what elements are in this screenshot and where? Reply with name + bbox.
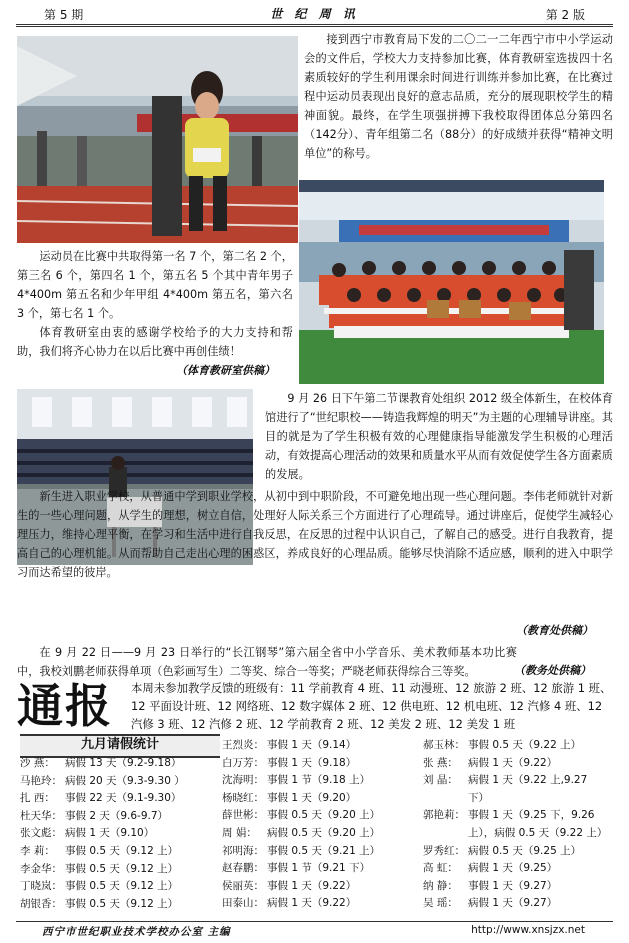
- sports-credit: （体育教研室供稿）: [176, 364, 275, 377]
- leave-record: [423, 825, 607, 843]
- award-credit: （教务处供稿）: [514, 664, 591, 677]
- leave-column-3: [423, 737, 607, 913]
- leave-person-name: 赵春鹏：: [222, 862, 264, 875]
- leave-detail: 病假 1 天（9.10）: [65, 827, 155, 840]
- leave-person-name: 白万芳：: [222, 756, 264, 769]
- leave-record: [222, 860, 380, 878]
- leave-record: [423, 843, 607, 861]
- leave-person-name: 张 燕：: [423, 756, 458, 769]
- leave-person-name: 张文彪：: [20, 827, 62, 840]
- leave-detail: 事假 1 天（9.14）: [267, 739, 357, 751]
- leave-detail: 事假 0.5 天（9.12 上）: [65, 897, 179, 910]
- leave-person-name: 罗秀红：: [423, 844, 465, 857]
- leave-record: [222, 790, 380, 808]
- leave-record: [20, 755, 185, 773]
- leave-detail: 事假 0.5 天（9.21 上）: [267, 844, 381, 857]
- leave-detail: 事假 2 天（9.6-9.7）: [65, 809, 169, 822]
- leave-person-name: 王烈炎：: [222, 739, 264, 751]
- leave-detail: 病假 1 天（9.27）: [468, 897, 558, 910]
- team-group-photo: [299, 180, 604, 384]
- leave-record: [222, 737, 380, 755]
- leave-detail: 病假 13 天（9.2-9.18）: [65, 757, 182, 769]
- notice-text: 本周未参加教学反馈的班级有：11 学前教育 4 班、11 动漫班、12 旅游 2 班、12 旅游 1 班、12 平面设计班、12 网络班、12 数字媒体 2 班、12 供电班、12 机电班、12 汽修 4 班、12 汽修 3 班、12 汽修 2 班、12 学前教育 2 班、12 美发 2 班、12 美发 1 班: [131, 681, 612, 731]
- page-footer: [16, 921, 613, 940]
- leave-record: [423, 772, 607, 790]
- leave-detail: 事假 0.5 天（9.22 上）: [468, 739, 582, 751]
- leave-record: [20, 878, 185, 896]
- leave-column-2: [222, 737, 380, 913]
- leave-detail: 事假 1 节（9.21 下）: [267, 862, 371, 875]
- leave-record: [20, 896, 185, 914]
- leave-record: [423, 895, 607, 913]
- leave-detail: 事假 1 节（9.18 上）: [267, 774, 371, 787]
- leave-record: [222, 755, 380, 773]
- leave-person-name: 侯丽英：: [222, 879, 264, 892]
- sports-results: 运动员在比赛中共取得第一名 7 个，第二名 2 个，第三名 6 个，第四名 1 个，第五名 5 个其中青年男子 4*400m 第五名和少年甲组 4*400m 第五名，第六名 3 个，第七名 1 个。: [17, 250, 293, 320]
- leave-detail: 事假 1 天（9.20）: [267, 791, 357, 804]
- leave-detail: 事假 22 天（9.1-9.30）: [65, 792, 182, 805]
- leave-detail: 事假 1 天（9.22）: [267, 879, 357, 892]
- leave-detail: 病假 20 天（9.3-9.30 ）: [65, 774, 185, 787]
- leave-record: [423, 790, 607, 808]
- leave-record: [423, 807, 607, 825]
- leave-person-name: 薛世彬：: [222, 809, 264, 822]
- runner-photo: [17, 36, 298, 243]
- leave-person-name: 郝玉林：: [423, 739, 465, 751]
- leave-record: [20, 861, 185, 879]
- newsletter-title: 世 纪 周 讯: [270, 7, 359, 21]
- leave-stats-title: 九月请假统计: [20, 734, 220, 758]
- leave-detail: 事假 0.5 天（9.12 上）: [65, 862, 179, 875]
- leave-person-name: 祁明海：: [222, 844, 264, 857]
- leave-person-name: 胡银香：: [20, 897, 62, 910]
- leave-record: [20, 843, 185, 861]
- leave-record: [222, 825, 380, 843]
- leave-record: [20, 825, 185, 843]
- leave-detail: 病假 0.5 天（9.25 上）: [468, 844, 582, 857]
- leave-record: [423, 755, 607, 773]
- psych-paragraph-1: 9 月 26 日下午第二节课教育处组织 2012 级全体新生，在校体育馆进行了“世纪职校——铸造我辉煌的明天”为主题的心理辅导讲座。其目的就是为了学生积极有效的心理健康指导能激发学生积极的心理活动，有效提高心理活动的效果和质量水平从而有效促使学生各方面素质的发展。: [265, 392, 613, 481]
- leave-record: [20, 808, 185, 826]
- leave-person-name: 李 莉：: [20, 844, 55, 857]
- leave-record: [20, 790, 185, 808]
- leave-detail: 事假 0.5 天（9.12 上）: [65, 880, 179, 893]
- leave-detail: 事假 1 天（9.18）: [267, 756, 357, 769]
- leave-record: [222, 878, 380, 896]
- award-paragraph: 在 9 月 22 日——9 月 23 日举行的“长江钢琴”第六届全省中小学音乐、美术教师基本功比赛中，我校刘鹏老师获得单项（色彩画写生）二等奖、综合一等奖；严晓老师获得综合三等奖。: [17, 646, 517, 678]
- leave-detail: 病假 1 天（9.22 上,9.27: [468, 774, 588, 787]
- issue-number: 第 5 期: [44, 8, 84, 22]
- leave-detail: 事假 1 天（9.27）: [468, 879, 558, 892]
- leave-person-name: 杨晓红：: [222, 791, 264, 804]
- leave-person-name: 吴 瑶：: [423, 897, 458, 910]
- leave-record: [222, 772, 380, 790]
- leave-person-name: 周 娟：: [222, 826, 257, 839]
- page-number: 第 2 版: [545, 8, 585, 22]
- leave-detail: 下）: [468, 791, 489, 804]
- sports-thanks: 体育教研室由衷的感谢学校给予的大力支持和帮助，我们将齐心协力在以后比赛中再创佳绩！: [17, 326, 293, 358]
- leave-detail: 上），病假 0.5 天（9.22 上）: [468, 826, 608, 839]
- leave-person-name: 沙 燕：: [20, 757, 55, 769]
- leave-record: [423, 860, 607, 878]
- leave-person-name: 纳 静：: [423, 879, 458, 892]
- leave-detail: 病假 0.5 天（9.20 上）: [267, 826, 381, 839]
- leave-detail: 病假 1 天（9.22）: [468, 756, 558, 769]
- leave-detail: 事假 0.5 天（9.12 上）: [65, 844, 179, 857]
- leave-person-name: 田泰山：: [222, 897, 264, 910]
- leave-detail: 事假 1 天（9.25 下，9.26: [468, 809, 595, 822]
- leave-person-name: 郭艳莉：: [423, 809, 465, 822]
- psych-credit: （教育处供稿）: [516, 624, 593, 637]
- leave-detail: 病假 1 天（9.22）: [267, 897, 357, 910]
- sports-intro: 接到西宁市教育局下发的二〇二一二年西宁市中小学运动会的文件后，学校大力支持参加比赛，体育教研室选拔四十名素质较好的学生利用课余时间进行训练并参加比赛，在比赛过程中运动员表现出良好的意志品质，充分的展现职校学生的精神面貌。最终，在学生项强拼搏下我校取得团体总分第四名（142分）、青年组第二名（88分）的好成绩并获得“精神文明单位”的称号。: [304, 33, 613, 160]
- leave-record: [222, 895, 380, 913]
- leave-record: [222, 807, 380, 825]
- leave-person-name: 李金华：: [20, 862, 62, 875]
- footer-editor: 西宁市世纪职业技术学校办公室 主编: [42, 926, 231, 938]
- leave-person-name: 刘 晶：: [423, 774, 458, 787]
- leave-person-name: 沈海明：: [222, 774, 264, 787]
- leave-record: [423, 878, 607, 896]
- leave-person-name: 杜天华：: [20, 809, 62, 822]
- leave-record: [423, 737, 607, 755]
- leave-record: [222, 843, 380, 861]
- leave-column-1: [20, 755, 185, 913]
- leave-person-name: 高 虹：: [423, 862, 458, 875]
- psych-paragraph-2: 新生进入职业学校，从普通中学到职业学校，从初中到中职阶段，不可避免地出现一些心理问题。李伟老师就针对新生的一些心理问题，从学生的理想，树立自信，处理好人际关系三个方面进行了心理疏导。通过讲座后，促使学生减轻心理压力，维持心理平衡，在学习和生活中进行自我反思，在反思的过程中认识自己，了解自己的感受。进行自我教育，提高自己的心理机能。从而帮助自己走出心理的困惑区，养成良好的心理品质。能够尽快消除不适应感，顺利的进入中职学习而达希望的彼岸。: [17, 490, 613, 579]
- leave-person-name: 丁晓岚：: [20, 880, 62, 893]
- leave-detail: 病假 1 天（9.25）: [468, 862, 558, 875]
- leave-person-name: 扎 西：: [20, 792, 55, 805]
- footer-url[interactable]: http://www.xnsjzx.net: [471, 924, 585, 936]
- notice-big-title: 通报: [17, 679, 113, 733]
- leave-detail: 事假 0.5 天（9.20 上）: [267, 809, 381, 822]
- leave-record: [20, 773, 185, 791]
- leave-person-name: 马艳玲：: [20, 774, 62, 787]
- page-header: [16, 4, 613, 27]
